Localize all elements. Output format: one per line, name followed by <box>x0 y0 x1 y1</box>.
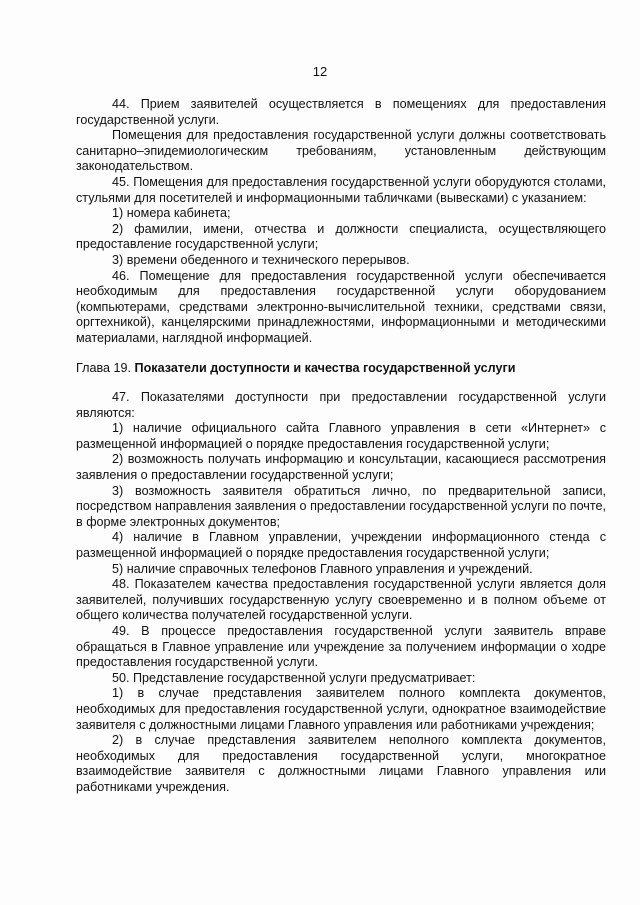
document-body <box>76 97 606 796</box>
chapter-prefix: Глава 19. <box>76 360 135 375</box>
paragraph: 48. Показателем качества предоставления государственной услуги является доля заявителей, получивших государственную услугу своевременно и в полном объеме от общего количества получателей государственной услуги. <box>76 577 606 623</box>
list-item: 2) в случае представления заявителем неполного комплекта документов, необходимых для предоставления государственной услуги, многократное взаимодействие заявителя с должностными лицами Главного управления или работниками учреждения. <box>76 733 606 794</box>
list-item: 5) наличие справочных телефонов Главного управления и учреждений. <box>112 561 533 576</box>
chapter-heading <box>76 361 606 377</box>
paragraph: 50. Представление государственной услуги предусматривает: <box>112 670 476 685</box>
list-item: 1) номера кабинета; <box>112 206 231 221</box>
list-item: 3) времени обеденного и технического перерывов. <box>112 252 410 267</box>
list-item: 2) фамилии, имени, отчества и должности специалиста, осуществляющего предоставление государственной услуги; <box>76 221 606 252</box>
paragraph: 49. В процессе предоставления государственной услуги заявитель вправе обращаться в Главное управление или учреждение за получением информации о ходре предоставления государственной услуги. <box>76 624 606 670</box>
paragraph: 45. Помещения для предоставления государственной услуги оборудуются столами, стульями для посетителей и информационными табличками (вывесками) с указанием: <box>76 174 606 205</box>
paragraph: Помещения для предоставления государственной услуги должны соответствовать санитарно–эпидемиологическим требованиям, установленным действующим законодательством. <box>76 128 606 174</box>
page-number: 12 <box>312 64 328 79</box>
list-item: 3) возможность заявителя обратиться лично, по предварительной записи, посредством направления заявления о предоставлении государственной услуги по почте, в форме электронных документов; <box>76 483 606 529</box>
list-item: 1) наличие официального сайта Главного управления в сети «Интернет» с размещенной информацией о порядке предоставления государственной услуги; <box>76 421 606 451</box>
paragraph: 47. Показателями доступности при предоставлении государственной услуги являются: <box>76 390 606 420</box>
chapter-title: Показатели доступности и качества государственной услуги <box>134 360 516 375</box>
list-item: 1) в случае представления заявителем полного комплекта документов, необходимых для предоставления государственной услуги, однократное взаимодействие заявителя с должностными лицами Главного управления или работниками учреждения; <box>76 686 606 732</box>
paragraph: 44. Прием заявителей осуществляется в помещениях для предоставления государственной услуги. <box>76 97 606 127</box>
paragraph: 46. Помещение для предоставления государственной услуги обеспечивается необходимым для предоставления государственной услуги оборудованием (компьютерами, средствами электронно-вычислительной техники, средствами связи, оргтехникой), канцелярскими принадлежностями, информационными и методическими материалами, наглядной информацией. <box>76 268 606 345</box>
list-item: 2) возможность получать информацию и консультации, касающиеся рассмотрения заявления о предоставлении государственной услуги; <box>76 452 606 483</box>
list-item: 4) наличие в Главном управлении, учреждении информационного стенда с размещенной информацией о порядке предоставления государственной услуги; <box>76 530 606 561</box>
